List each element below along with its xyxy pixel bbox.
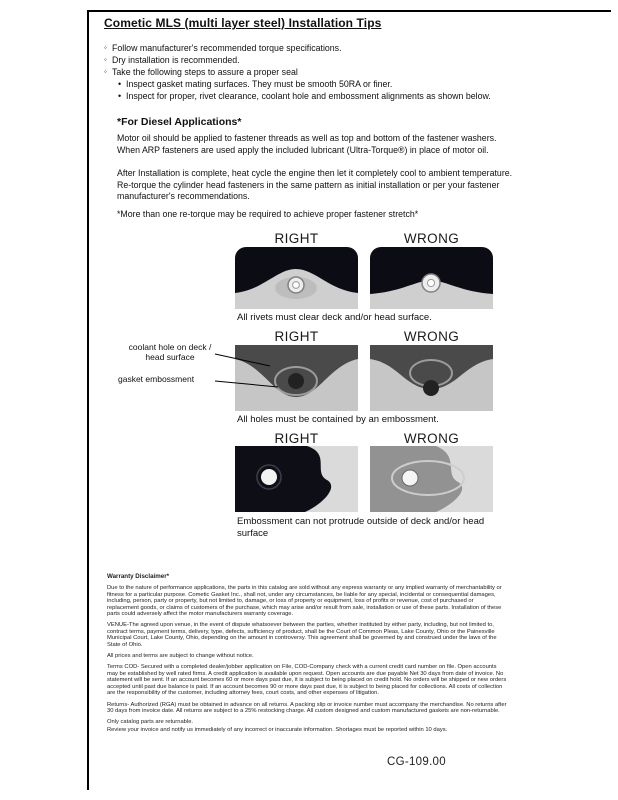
disclaimer-paragraph: Only catalog parts are returnable. (107, 719, 194, 726)
diagram-protrusion-right (235, 446, 358, 512)
warranty-disclaimer (107, 574, 507, 738)
filled-bullet-icon: • (118, 79, 122, 89)
diagram-rivet-right (235, 247, 358, 309)
tip-text: Follow manufacturer's recommended torque specifications. (112, 43, 342, 53)
right-label-row1: RIGHT (274, 231, 319, 246)
disclaimer-paragraph: Review your invoice and notify us immediately of any incorrect or inaccurate information. Shortages must be reported within 10 days. (107, 726, 448, 733)
tip-text: Dry installation is recommended. (112, 55, 240, 65)
right-label-row2: RIGHT (274, 329, 319, 344)
disclaimer-paragraph: Due to the nature of performance applications, the parts in this catalog are sold without any express warranty or any implied warranty of merchantability or fitness for a particular purpose. Cometic Gasket Inc., shall not, under any circumstances, be liable for any special, incidental or consequential damages, including, person, party or property, but not limited to, damage, or loss of property or equipment, loss of profits or revenue, cost of purchased or replacement goods, or claims of customers of the purchase, which may arise and/or result from sale, installation or use of these parts. Installation of these parts could adversely affect the motor manufacturers warranty coverage. (107, 585, 502, 618)
diagram-embossment-right (235, 345, 358, 411)
retorque-note: *More than one re-torque may be required to achieve proper fastener stretch* (117, 209, 419, 219)
disclaimer-paragraph: Returns- Authorized (RGA) must be obtained in advance on all returns. A packing slip or invoice number must accompany the merchandise. No returns after 30 days from invoice date. All returns are subject to a 25% restocking charge. All custom designed and custom manufactured gaskets are non-returnable. (107, 701, 507, 714)
page-title: Cometic MLS (multi layer steel) Installation Tips (104, 16, 382, 30)
disclaimer-paragraph: VENUE-The agreed upon venue, in the event of dispute whatsoever between the parties, whether instituted by either party, including, but not limited to, contract terms, payment terms, delivery, type, defects, sufficiency of product, shall be the Court of Common Pleas, Lake County, Ohio or the Painesville Municipal Court, Lake County, Ohio, depending on the amount in controversy. This agreement shall be governed by and construed under the laws of the State of Ohio. (107, 622, 497, 648)
open-bullet-icon: ◦ (104, 55, 107, 64)
tip-text: Take the following steps to assure a proper seal (112, 67, 298, 77)
row3-caption: Embossment can not protrude outside of deck and/or head surface (237, 516, 485, 539)
disclaimer-paragraph: Terms COD- Secured with a completed dealer/jobber application on File, COD-Company check with a current credit card number on file. Open accounts may be established by well rated firms. A credit application is available upon request. Open accounts are due payable Net 30 days from date of invoice. No statement will be sent. If an account becomes 60 or more days past due, it is subject to being placed on credit hold. No orders will be shipped or new orders accepted until past due balance is paid. If an account becomes 90 or more days past due, it is subject to being placed for collections. All costs of collection are the responsibility of the customer, including attorney fees, court costs, and other expenses of litigation. (107, 664, 507, 697)
open-bullet-icon: ◦ (104, 43, 107, 52)
installation-tips-list (104, 42, 594, 102)
open-bullet-icon: ◦ (104, 67, 107, 76)
row2-caption: All holes must be contained by an embossment. (237, 414, 439, 425)
diesel-paragraph-1: Motor oil should be applied to fastener threads as well as top and bottom of the fastener washers. When ARP fasteners are used apply the included lubricant (Ultra-Torque®) in place of motor oil. (117, 133, 497, 155)
list-item (104, 54, 594, 66)
tip-text: Inspect gasket mating surfaces. They must be smooth 50RA or finer. (126, 79, 393, 89)
row1-caption: All rivets must clear deck and/or head surface. (237, 312, 432, 323)
diagram-rivet-wrong (370, 247, 493, 309)
gasket-embossment-annotation: gasket embossment (118, 374, 195, 384)
disclaimer-paragraph: All prices and terms are subject to change without notice. (107, 653, 254, 660)
filled-bullet-icon: • (118, 91, 122, 101)
page-number: CG-109.00 (387, 756, 446, 768)
list-item (118, 90, 594, 102)
diesel-paragraph-2: After Installation is complete, heat cycle the engine then let it completely cool to ambient temperature. Re-torque the cylinder head fasteners in the same pattern as initial installation or per your fastener manufacturer's recommendations. (117, 168, 513, 201)
list-item (104, 42, 594, 54)
right-label-row3: RIGHT (274, 431, 319, 446)
coolant-hole-annotation: coolant hole on deck / head surface (128, 342, 212, 362)
disclaimer-heading: Warranty Disclaimer* (107, 573, 170, 580)
tip-text: Inspect for proper, rivet clearance, coolant hole and embossment alignments as shown below. (126, 91, 491, 101)
wrong-label-row1: WRONG (403, 231, 460, 246)
wrong-label-row2: WRONG (403, 329, 460, 344)
diesel-applications-heading: *For Diesel Applications* (117, 116, 242, 128)
wrong-label-row3: WRONG (403, 431, 460, 446)
list-item (104, 66, 594, 78)
list-item (118, 78, 594, 90)
diagram-embossment-wrong (370, 345, 493, 411)
diagram-protrusion-wrong (370, 446, 493, 512)
